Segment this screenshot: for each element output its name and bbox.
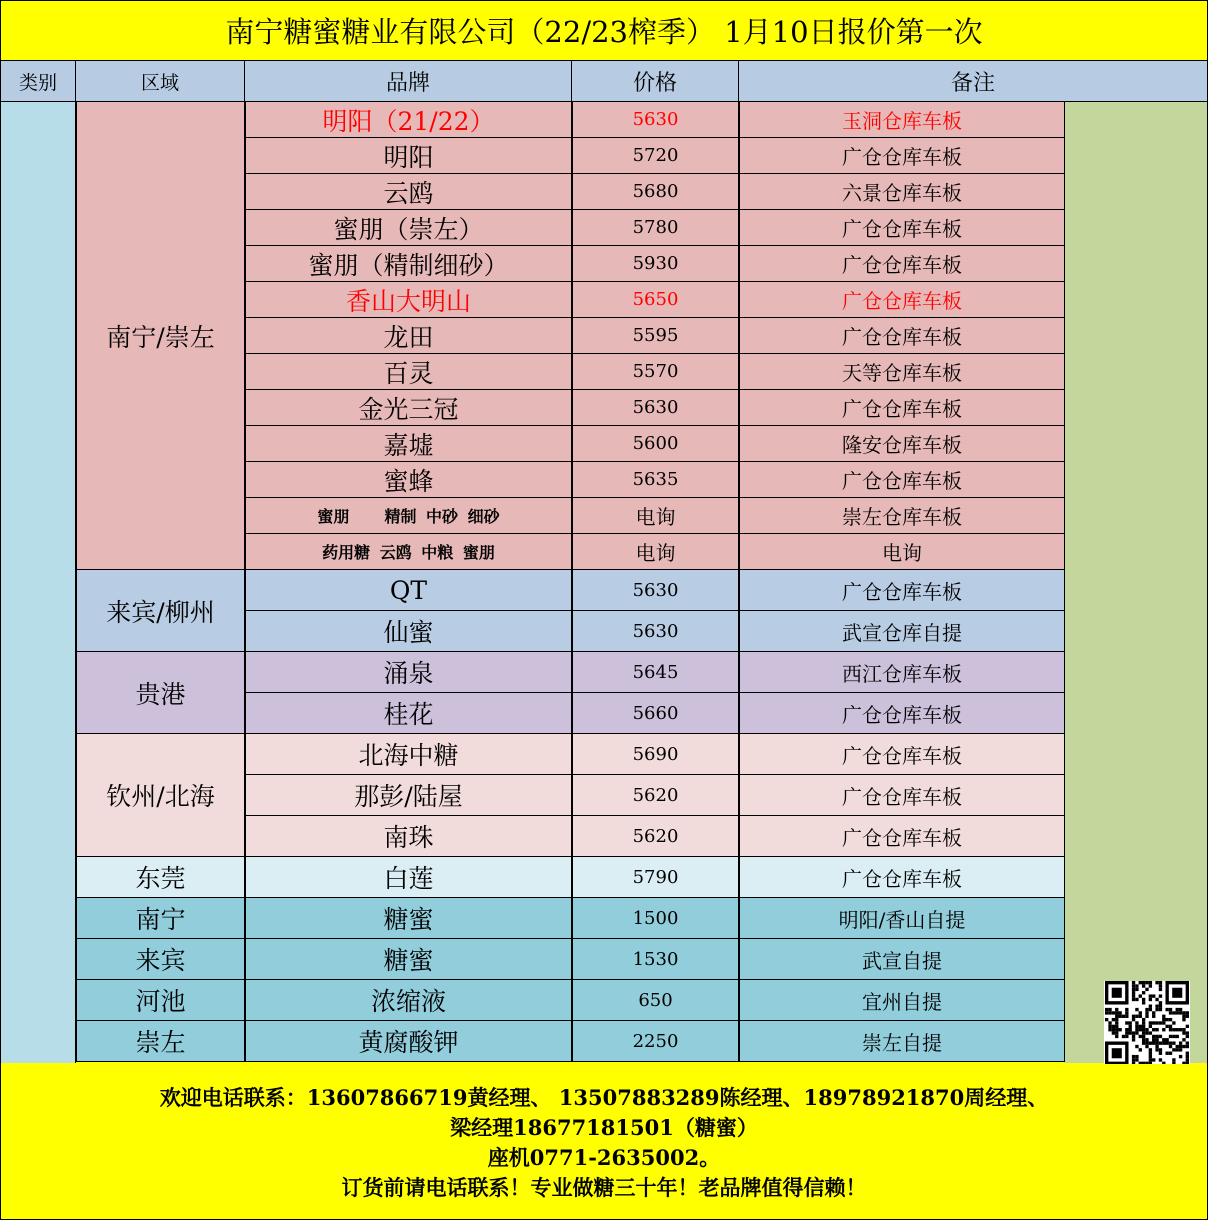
brand-cell: 南珠 bbox=[245, 816, 572, 857]
brand-cell: 蜜蜂 bbox=[245, 462, 572, 498]
region-cell: 南宁 bbox=[76, 898, 245, 939]
price-cell: 5780 bbox=[572, 210, 739, 246]
region-cell: 河池 bbox=[76, 980, 245, 1021]
category-column bbox=[1, 102, 76, 1063]
price-cell: 5720 bbox=[572, 138, 739, 174]
brand-cell: 金光三冠 bbox=[245, 390, 572, 426]
note-cell: 广仓仓库车板 bbox=[739, 693, 1065, 734]
region-cell: 来宾/柳州 bbox=[76, 570, 245, 652]
brand-cell: 药用糖 云鸥 中粮 蜜朋 bbox=[245, 534, 572, 570]
header-category: 类别 bbox=[1, 61, 76, 102]
brand-cell: 云鸥 bbox=[245, 174, 572, 210]
note-cell: 广仓仓库车板 bbox=[739, 570, 1065, 611]
contact-footer bbox=[1, 1064, 1207, 1219]
brand-cell: 香山大明山 bbox=[245, 282, 572, 318]
region-cell: 南宁/崇左 bbox=[76, 102, 245, 570]
price-cell: 5790 bbox=[572, 857, 739, 898]
header-price: 价格 bbox=[572, 61, 739, 102]
brand-cell: 明阳（21/22） bbox=[245, 102, 572, 138]
price-cell: 5630 bbox=[572, 102, 739, 138]
price-cell: 1500 bbox=[572, 898, 739, 939]
note-cell: 六景仓库车板 bbox=[739, 174, 1065, 210]
note-cell: 广仓仓库车板 bbox=[739, 857, 1065, 898]
price-cell: 5630 bbox=[572, 390, 739, 426]
price-cell: 5620 bbox=[572, 816, 739, 857]
brand-cell: 蜜朋（崇左） bbox=[245, 210, 572, 246]
price-cell: 5570 bbox=[572, 354, 739, 390]
note-cell: 广仓仓库车板 bbox=[739, 390, 1065, 426]
note-cell: 电询 bbox=[739, 534, 1065, 570]
price-cell: 5595 bbox=[572, 318, 739, 354]
region-cell: 东莞 bbox=[76, 857, 245, 898]
note-cell: 广仓仓库车板 bbox=[739, 210, 1065, 246]
brand-cell: QT bbox=[245, 570, 572, 611]
note-cell: 西江仓库车板 bbox=[739, 652, 1065, 693]
price-cell: 5600 bbox=[572, 426, 739, 462]
contact-line-2: 梁经理18677181501（糖蜜） bbox=[450, 1115, 758, 1140]
price-cell: 5635 bbox=[572, 462, 739, 498]
price-cell: 电询 bbox=[572, 498, 739, 534]
brand-cell: 涌泉 bbox=[245, 652, 572, 693]
price-cell: 5930 bbox=[572, 246, 739, 282]
price-cell: 5645 bbox=[572, 652, 739, 693]
note-cell: 广仓仓库车板 bbox=[739, 318, 1065, 354]
brand-cell: 桂花 bbox=[245, 693, 572, 734]
note-cell: 玉洞仓库车板 bbox=[739, 102, 1065, 138]
note-cell: 广仓仓库车板 bbox=[739, 734, 1065, 775]
qr-code-icon bbox=[1104, 981, 1190, 1065]
brand-cell: 明阳 bbox=[245, 138, 572, 174]
brand-cell: 蜜朋 精制 中砂 细砂 bbox=[245, 498, 572, 534]
side-panel bbox=[1064, 102, 1207, 1063]
price-cell: 电询 bbox=[572, 534, 739, 570]
note-cell: 崇左自提 bbox=[739, 1021, 1065, 1062]
region-cell: 钦州/北海 bbox=[76, 734, 245, 857]
brand-cell: 糖蜜 bbox=[245, 939, 572, 980]
header-brand: 品牌 bbox=[245, 61, 572, 102]
price-cell: 5660 bbox=[572, 693, 739, 734]
brand-cell: 仙蜜 bbox=[245, 611, 572, 652]
note-cell: 武宣自提 bbox=[739, 939, 1065, 980]
brand-cell: 黄腐酸钾 bbox=[245, 1021, 572, 1062]
note-cell: 广仓仓库车板 bbox=[739, 246, 1065, 282]
note-cell: 广仓仓库车板 bbox=[739, 775, 1065, 816]
note-cell: 广仓仓库车板 bbox=[739, 462, 1065, 498]
contact-line-3: 座机0771-2635002。 bbox=[487, 1145, 721, 1170]
brand-cell: 龙田 bbox=[245, 318, 572, 354]
brand-cell: 蜜朋（精制细砂） bbox=[245, 246, 572, 282]
brand-cell: 浓缩液 bbox=[245, 980, 572, 1021]
header-region: 区域 bbox=[76, 61, 245, 102]
region-cell: 崇左 bbox=[76, 1021, 245, 1062]
price-cell: 5680 bbox=[572, 174, 739, 210]
note-cell: 宜州自提 bbox=[739, 980, 1065, 1021]
brand-cell: 百灵 bbox=[245, 354, 572, 390]
note-cell: 明阳/香山自提 bbox=[739, 898, 1065, 939]
header-note: 备注 bbox=[739, 61, 1207, 102]
brand-cell: 糖蜜 bbox=[245, 898, 572, 939]
contact-line-1: 欢迎电话联系：13607866719黄经理、 13507883289陈经理、18978921870周经理、 bbox=[159, 1085, 1049, 1110]
price-cell: 5690 bbox=[572, 734, 739, 775]
price-cell: 5630 bbox=[572, 570, 739, 611]
note-cell: 广仓仓库车板 bbox=[739, 138, 1065, 174]
note-cell: 广仓仓库车板 bbox=[739, 282, 1065, 318]
note-cell: 广仓仓库车板 bbox=[739, 816, 1065, 857]
price-cell: 5650 bbox=[572, 282, 739, 318]
price-cell: 5620 bbox=[572, 775, 739, 816]
brand-cell: 嘉墟 bbox=[245, 426, 572, 462]
price-cell: 5630 bbox=[572, 611, 739, 652]
price-cell: 1530 bbox=[572, 939, 739, 980]
region-cell: 贵港 bbox=[76, 652, 245, 734]
note-cell: 崇左仓库车板 bbox=[739, 498, 1065, 534]
note-cell: 隆安仓库车板 bbox=[739, 426, 1065, 462]
region-cell: 来宾 bbox=[76, 939, 245, 980]
price-cell: 650 bbox=[572, 980, 739, 1021]
table-header bbox=[1, 61, 1207, 102]
note-cell: 武宣仓库自提 bbox=[739, 611, 1065, 652]
note-cell: 天等仓库车板 bbox=[739, 354, 1065, 390]
brand-cell: 北海中糖 bbox=[245, 734, 572, 775]
brand-cell: 白莲 bbox=[245, 857, 572, 898]
price-cell: 2250 bbox=[572, 1021, 739, 1062]
contact-line-4: 订货前请电话联系！专业做糖三十年！老品牌值得信赖！ bbox=[341, 1175, 867, 1200]
brand-cell: 那彭/陆屋 bbox=[245, 775, 572, 816]
page-title: 南宁糖蜜糖业有限公司（22/23榨季） 1月10日报价第一次 bbox=[1, 1, 1207, 61]
